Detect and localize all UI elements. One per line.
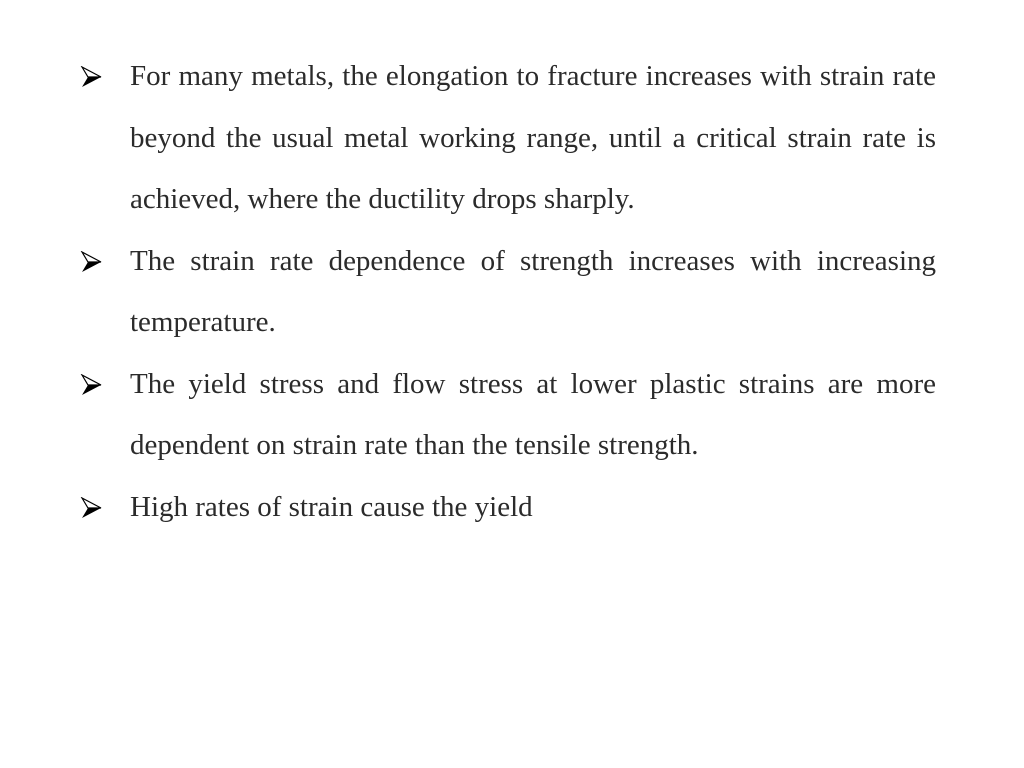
arrowhead-bullet-icon [80, 374, 102, 396]
bullet-text-3: The yield stress and flow stress at lower plastic strains are more dependent on strain rate than the tensile strength. [130, 367, 936, 461]
bullet-item-3 [80, 354, 936, 477]
bullet-text-2: The strain rate dependence of strength increases with increasing temperature. [130, 244, 936, 338]
bullet-item-4 [80, 477, 936, 539]
arrowhead-bullet-icon [80, 251, 102, 273]
bullet-item-1 [80, 46, 936, 231]
arrowhead-bullet-icon [80, 66, 102, 88]
arrowhead-bullet-icon [80, 497, 102, 519]
bullet-item-2 [80, 231, 936, 354]
bullet-text-1: For many metals, the elongation to fracture increases with strain rate beyond the usual metal working range, until a critical strain rate is achieved, where the ductility drops sharply. [130, 60, 936, 215]
bullet-text-4: High rates of strain cause the yield [130, 490, 533, 523]
bullet-list [80, 46, 936, 538]
